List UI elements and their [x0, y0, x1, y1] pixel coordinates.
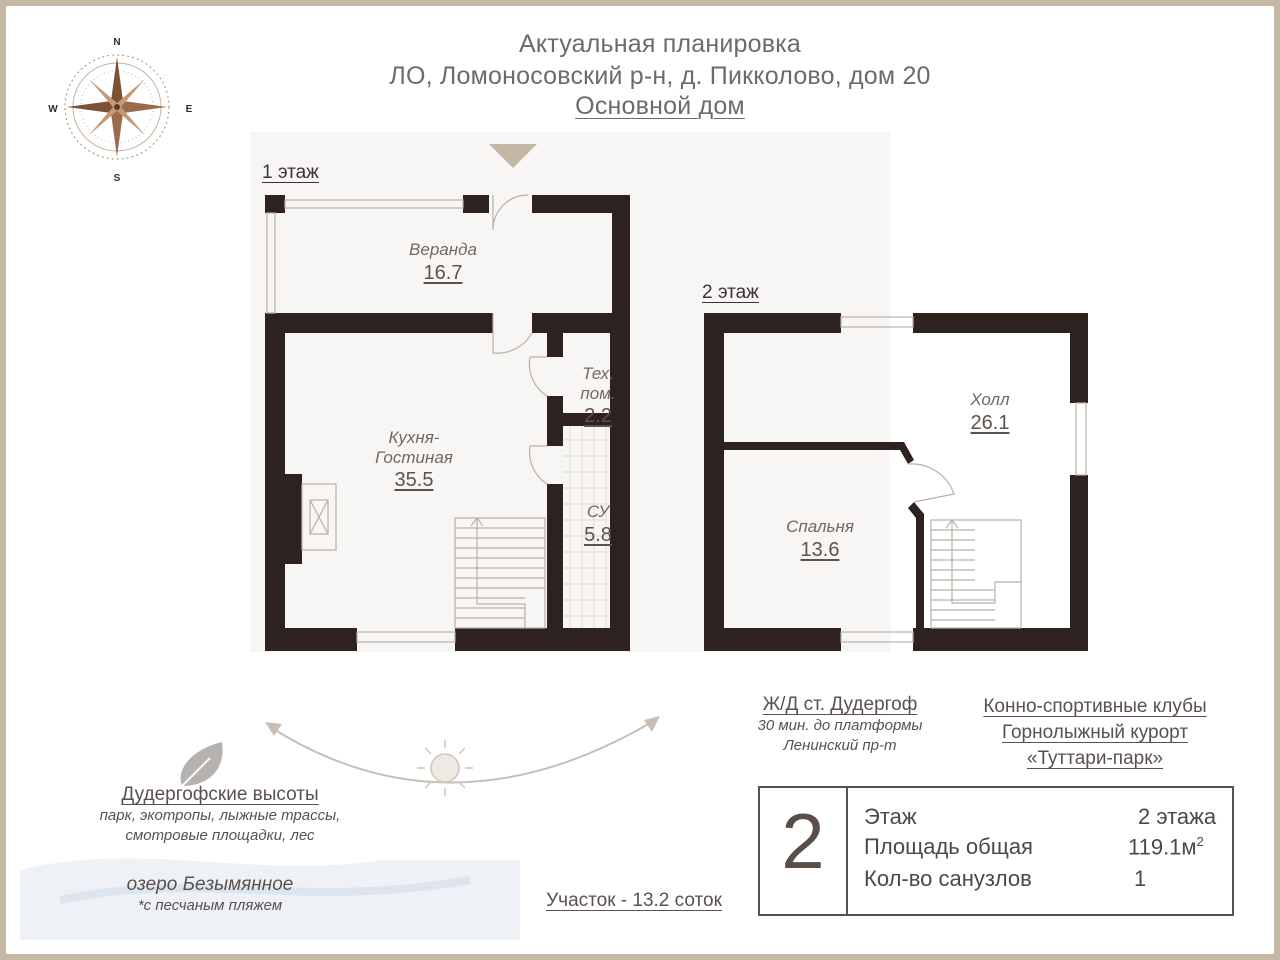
room-bedroom	[760, 517, 880, 562]
address: ЛО, Ломоносовский р-н, д. Пикколово, дом 20	[389, 62, 931, 90]
poi-heights	[30, 784, 410, 846]
bathrooms-label: Кол-во санузлов	[864, 866, 1032, 891]
plan-title: Актуальная планировка	[518, 30, 802, 58]
poi-railway	[726, 694, 954, 756]
lake-note: *с песчаным пляжем	[137, 897, 283, 914]
compass-east: E	[185, 104, 193, 115]
floor2-label: 2 этаж	[702, 282, 759, 303]
room-tech	[566, 344, 630, 446]
room-area: 16.7	[423, 262, 463, 284]
poi-lake	[60, 874, 360, 916]
heights-title: Дудергофские высоты	[121, 784, 319, 805]
building-name: Основной дом	[575, 92, 745, 120]
railway-distance: 30 мин. до платформы	[757, 717, 923, 734]
compass-west: W	[48, 104, 58, 115]
heights-line1: парк, экотропы, лыжные трассы,	[99, 807, 341, 824]
floors-label: Этаж	[864, 804, 917, 829]
room-name: Спальня	[786, 517, 854, 536]
room-veranda	[383, 240, 503, 285]
area-value	[1128, 834, 1204, 860]
area-number: 119.1м	[1128, 834, 1197, 860]
room-name: Тех. пом.	[580, 364, 616, 403]
room-hall	[930, 390, 1050, 435]
clubs-line3: «Туттари-парк»	[1026, 748, 1164, 769]
bathrooms-value: 1	[1134, 866, 1147, 891]
summary-box	[758, 786, 1234, 916]
room-name: Кухня- Гостиная	[375, 428, 453, 467]
sun-icon	[417, 740, 473, 796]
clubs-line2: Горнолыжный курорт	[1001, 722, 1189, 743]
room-area: 5.8	[584, 524, 612, 546]
poi-clubs	[945, 694, 1245, 772]
plot-size: Участок - 13.2 соток	[546, 890, 722, 911]
floor1-label: 1 этаж	[262, 162, 319, 183]
compass-south: S	[113, 173, 121, 184]
room-bathroom	[566, 502, 630, 547]
compass-rose-icon	[48, 37, 192, 184]
compass-north: N	[113, 37, 121, 48]
room-name: Холл	[970, 390, 1010, 409]
lake-title: озеро Безымянное	[126, 874, 294, 895]
floors-value: 2 этажа	[1138, 804, 1217, 829]
summary-floor-count: 2	[781, 797, 825, 885]
room-area: 26.1	[970, 412, 1010, 434]
room-name: СУ	[586, 502, 610, 521]
clubs-line1: Конно-спортивные клубы	[983, 696, 1207, 717]
area-unit: 2	[1196, 834, 1204, 849]
room-name: Веранда	[409, 240, 477, 259]
room-area: 2.2	[584, 405, 612, 427]
room-kitchen-living	[354, 408, 474, 510]
area-label: Площадь общая	[864, 834, 1033, 859]
railway-title: Ж/Д ст. Дудергоф	[762, 694, 918, 715]
railway-platform: Ленинский пр-т	[783, 737, 897, 754]
room-area: 35.5	[394, 469, 434, 491]
poi-plot	[520, 890, 748, 912]
leaf-icon	[180, 742, 223, 788]
heights-line2: смотровые площадки, лес	[125, 827, 315, 844]
room-area: 13.6	[800, 539, 840, 561]
summary-divider	[846, 788, 848, 914]
